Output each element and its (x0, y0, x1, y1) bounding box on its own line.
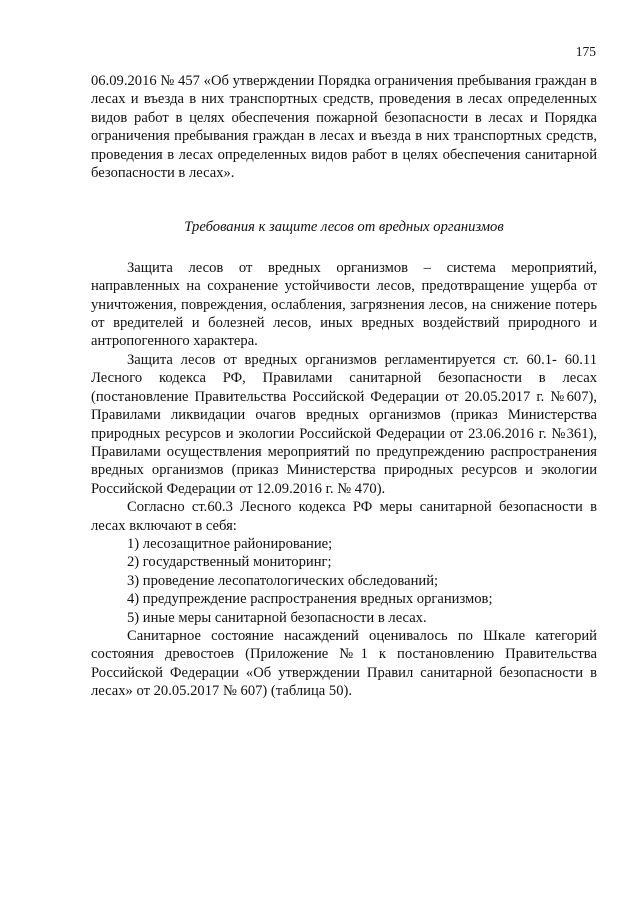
list-item: 5) иные меры санитарной безопасности в лесах. (127, 609, 427, 626)
intro-paragraph: 06.09.2016 № 457 «Об утверждении Порядка ограничения пребывания граждан в лесах и въезда в них транспортных средств, проведения в лесах определенных видов работ в целях обеспечения пожарной безопасности в лесах и Порядка ограничения пребывания граждан в лесах и въезда в них транспортных средств, проведения в лесах определенных видов работ в целях обеспечения санитарной безопасности в лесах». (91, 73, 597, 182)
list-item: 2) государственный мониторинг; (127, 554, 332, 571)
page-number: 175 (575, 44, 596, 59)
paragraph-regulation: Защита лесов от вредных организмов регламентируется ст. 60.1- 60.11 Лесного кодекса РФ, Правилами санитарной безопасности в лесах (постановление Правительства Российской Федерации от 20.05.2017 г. №607), Правилами ликвидации очагов вредных организмов (приказ Министерства природных ресурсов и экологии Российской Федерации от 23.06.2016 г. №361), Правилами осуществления мероприятий по предупреждению распространения вредных организмов (приказ Министерства природных ресурсов и экологии Российской Федерации от 12.09.2016 г. № 470). (91, 351, 597, 497)
list-item: 3) проведение лесопатологических обследований; (127, 572, 439, 589)
list-item: 1) лесозащитное районирование; (127, 535, 333, 552)
section-heading: Требования к защите лесов от вредных организмов (184, 219, 504, 236)
measures-list (91, 535, 597, 627)
page-content (91, 72, 597, 701)
paragraph-measures-intro: Согласно ст.60.3 Лесного кодекса РФ меры санитарной безопасности в лесах включают в себя: (91, 499, 597, 534)
paragraph-definition: Защита лесов от вредных организмов – система мероприятий, направленных на сохранение устойчивости лесов, предотвращение ущерба от уничтожения, повреждения, ослабления, загрязнения лесов, на снижение потерь от вредителей и болезней лесов, иных вредных воздействий природного и антропогенного характера. (91, 259, 597, 350)
closing-paragraph: Санитарное состояние насаждений оценивалось по Шкале категорий состояния древостоев (Приложение №1 к постановлению Правительства Российской Федерации «Об утверждении Правил санитарной безопасности в лесах» от 20.05.2017 № 607) (таблица 50). (91, 627, 597, 700)
list-item: 4) предупреждение распространения вредных организмов; (127, 591, 493, 608)
